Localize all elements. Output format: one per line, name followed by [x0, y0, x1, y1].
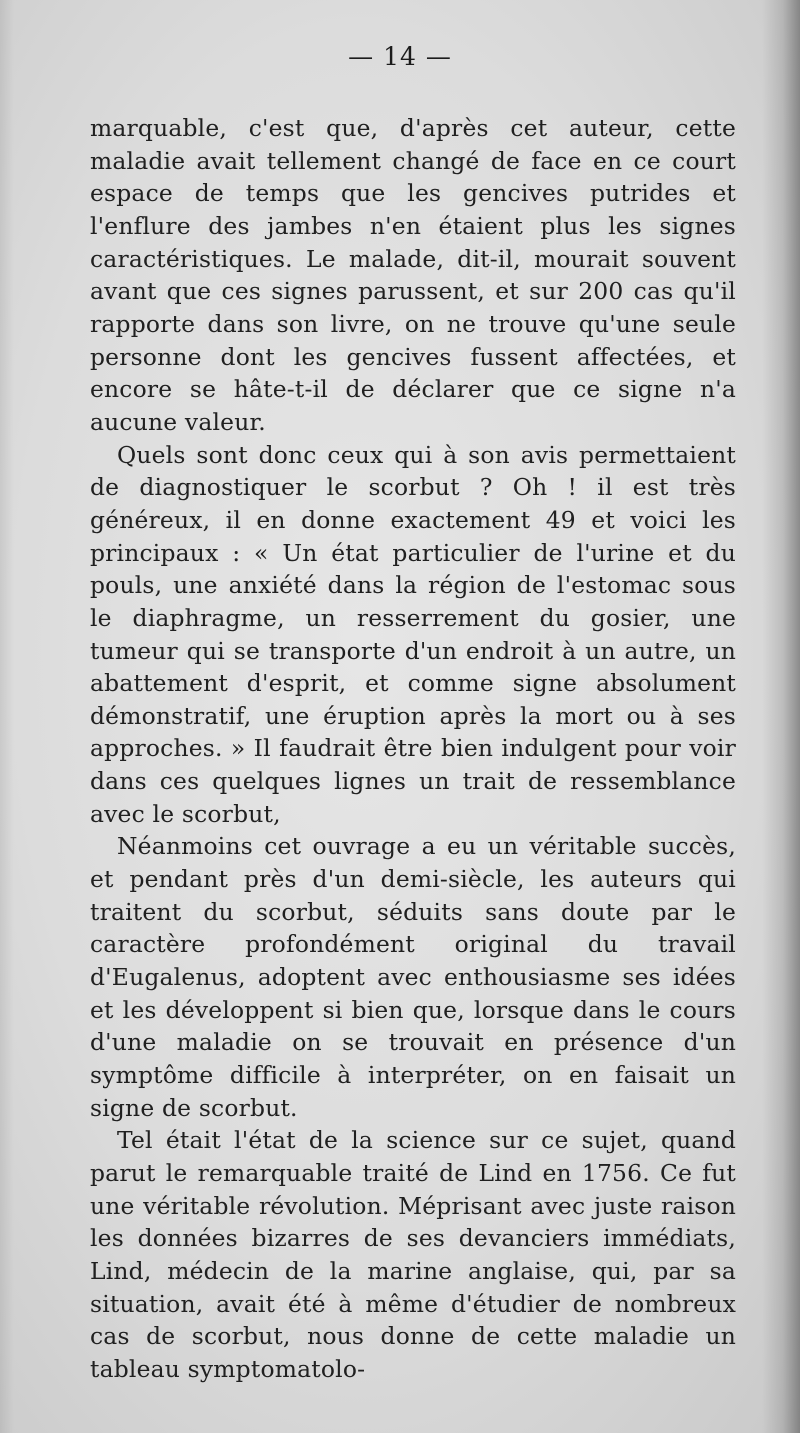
paragraph-2: Quels sont donc ceux qui à son avis permettaient de diagnostiquer le scorbut ? Oh ! il est très généreux, il en donne exactement 49 et voici les principaux : « Un état particulier de l'urine et du pouls, une anxiété dans la région de l'estomac sous le diaphragme, un resserrement du gosier, une tumeur qui se transporte d'un endroit à un autre, un abattement d'esprit, et comme signe absolument démonstratif, une éruption après la mort ou à ses approches. » Il faudrait être bien indulgent pour voir dans ces quelques lignes un trait de ressemblance avec le scorbut,	[90, 440, 736, 828]
paragraph-4: Tel était l'état de la science sur ce sujet, quand parut le remarquable traité de Lind en 1756. Ce fut une véritable révolution. Méprisant avec juste raison les données bizarres de ses devanciers immédiats, Lind, médecin de la marine anglaise, qui, par sa situation, avait été à même d'étudier de nombreux cas de scorbut, nous donne de cette maladie un tableau symptomatolo-	[90, 1126, 736, 1383]
page-edge-shadow-right	[762, 0, 800, 1433]
page-number: — 14 —	[348, 42, 452, 71]
body-text	[90, 112, 736, 1386]
paragraph-1: marquable, c'est que, d'après cet auteur, cette maladie avait tellement changé de face en ce court espace de temps que les gencives putrides et l'enflure des jambes n'en étaient plus les signes caractéristiques. Le malade, dit-il, mourait souvent avant que ces signes parussent, et sur 200 cas qu'il rapporte dans son livre, on ne trouve qu'une seule personne dont les gencives fussent affectées, et encore se hâte-t-il de déclarer que ce signe n'a aucune valeur.	[90, 114, 736, 436]
page-edge-shadow-left	[0, 0, 14, 1433]
paragraph-3: Néanmoins cet ouvrage a eu un véritable succès, et pendant près d'un demi-siècle, les auteurs qui traitent du scorbut, séduits sans doute par le caractère profondément original du travail d'Eugalenus, adoptent avec enthousiasme ses idées et les développent si bien que, lorsque dans le cours d'une maladie on se trouvait en présence d'un symptôme difficile à interpréter, on en faisait un signe de scorbut.	[90, 832, 736, 1122]
